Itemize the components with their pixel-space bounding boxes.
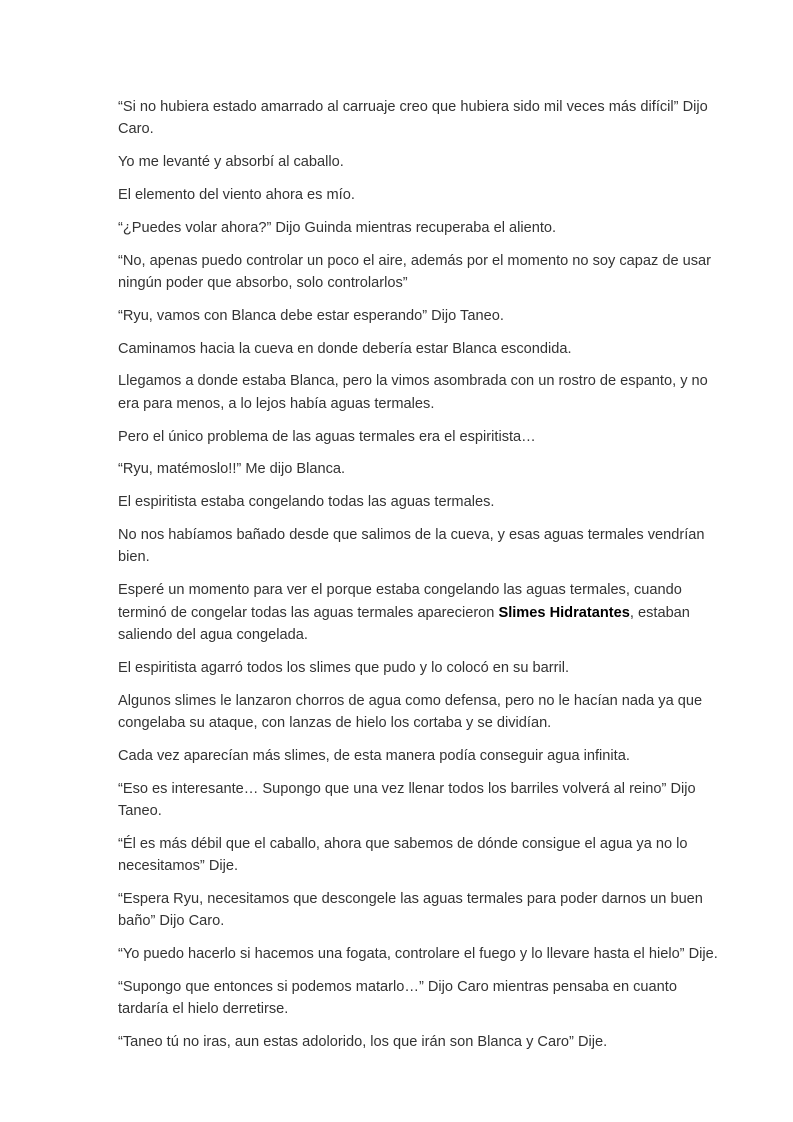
paragraph: Pero el único problema de las aguas termales era el espiritista… [118,428,536,445]
slime-paragraph [118,579,718,646]
paragraph: “Eso es interesante… Supongo que una vez llenar todos los barriles volverá al reino” Dijo Taneo. [118,780,696,819]
paragraph: “Supongo que entonces si podemos matarlo…” Dijo Caro mientras pensaba en cuanto tardaría el hielo derretirse. [118,979,677,1018]
paragraph: Cada vez aparecían más slimes, de esta manera podía conseguir agua infinita. [118,747,630,764]
slime-name-bold: Slimes Hidratantes [498,604,630,621]
paragraph: “Ryu, matémoslo!!” Me dijo Blanca. [118,461,346,478]
paragraph: El espiritista estaba congelando todas las aguas termales. [118,494,495,511]
paragraph: “Si no hubiera estado amarrado al carruaje creo que hubiera sido mil veces más difícil” Dijo Caro. [118,99,708,138]
paragraph: “Ryu, vamos con Blanca debe estar esperando” Dijo Taneo. [118,307,504,324]
paragraph: “Taneo tú no iras, aun estas adolorido, los que irán son Blanca y Caro” Dije. [118,1034,608,1051]
document-body [118,96,718,1064]
paragraph: El elemento del viento ahora es mío. [118,187,355,203]
paragraph: Algunos slimes le lanzaron chorros de agua como defensa, pero no le hacían nada ya que congelaba su ataque, con lanzas de hielo los cortaba y se dividían. [118,692,703,731]
slime-text-after: , estaban saliendo del agua congelada. [118,604,690,643]
paragraph: “Él es más débil que el caballo, ahora que sabemos de dónde consigue el agua ya no lo necesitamos” Dije. [118,835,688,875]
slime-text-before: Esperé un momento para ver el porque estaba congelando las aguas termales, cuando terminó de congelar todas las aguas termales aparecieron [118,582,682,621]
paragraph: Caminamos hacia la cueva en donde debería estar Blanca escondida. [118,340,572,357]
paragraph: El espiritista agarró todos los slimes que pudo y lo colocó en su barril. [118,659,570,676]
paragraph: Yo me levanté y absorbí al caballo. [118,154,344,171]
paragraph: Llegamos a donde estaba Blanca, pero la vimos asombrada con un rostro de espanto, y no era para menos, a lo lejos había aguas termales. [118,373,708,412]
paragraph: No nos habíamos bañado desde que salimos de la cueva, y esas aguas termales vendrían bien. [118,526,705,566]
paragraph: “¿Puedes volar ahora?” Dijo Guinda mientras recuperaba el aliento. [118,219,557,236]
paragraph: “Espera Ryu, necesitamos que descongele las aguas termales para poder darnos un buen baño” Dijo Caro. [118,891,703,930]
paragraph: “Yo puedo hacerlo si hacemos una fogata, controlare el fuego y lo llevare hasta el hielo” Dije. [118,946,718,963]
paragraph: “No, apenas puedo controlar un poco el aire, además por el momento no soy capaz de usar ningún poder que absorbo, solo controlarlos” [118,252,712,291]
